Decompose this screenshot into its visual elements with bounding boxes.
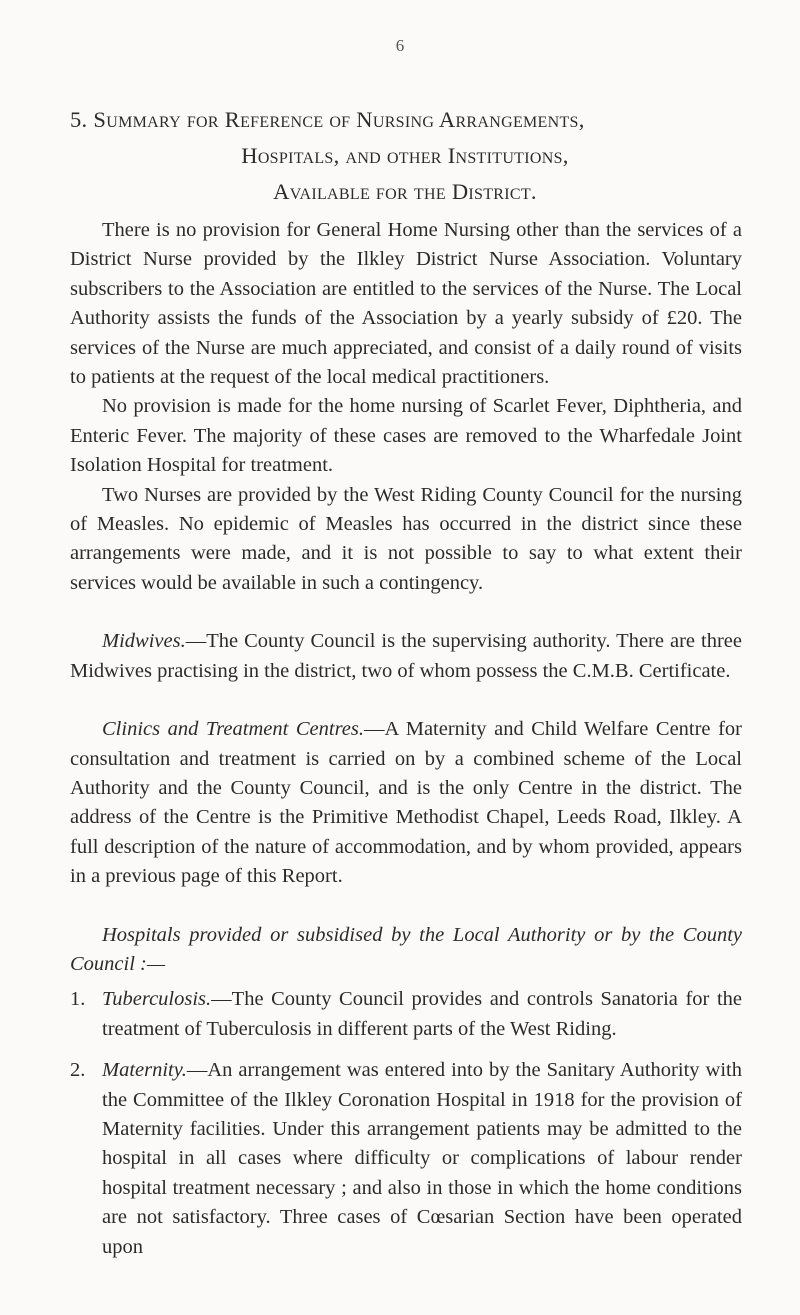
heading-line-1: 5. Summary for Reference of Nursing Arrangements, [70,107,585,132]
hospitals-heading [70,921,742,980]
section-heading [70,102,740,210]
clinics-text: —A Maternity and Child Welfare Centre for consultation and treatment is carried on by a combined scheme of the Local Authority and the County Council, and is the only Centre in the district. The address of the Centre is the Primitive Methodist Chapel, Leeds Road, Ilkley. A full description of the nature of accommodation, and by whom provided, appears in a previous page of this Report. [70,718,742,888]
paragraph-midwives [70,627,742,686]
paragraph-infectious-diseases: No provision is made for the home nursing of Scarlet Fever, Diphtheria, and Enteric Fever. The majority of these cases are removed to the Wharfedale Joint Isolation Hospital for treatment. [70,395,742,477]
heading-line-3: Available for the District. [273,179,537,204]
page-number: 6 [395,36,405,55]
midwives-text: —The County Council is the supervising authority. There are three Midwives practising in the district, two of whom possess the C.M.B. Certificate. [70,630,742,682]
list-item-number: 1. [70,988,86,1011]
list-item-number: 2. [70,1059,86,1082]
body-text [70,216,742,1274]
hospitals-list [70,985,742,1262]
paragraph-district-nurse: There is no provision for General Home Nursing other than the services of a District Nurse provided by the Ilkley District Nurse Association. Voluntary subscribers to the Association are entitled to the services of the Nurse. The Local Authority assists the funds of the Association by a yearly subsidy of £20. The services of the Nurse are much appreciated, and consist of a daily round of visits to patients at the request of the local medical practitioners. [70,219,742,389]
clinics-title: Clinics and Treatment Centres. [102,718,364,741]
list-item-title: Maternity. [102,1059,187,1082]
hospitals-heading-text: Hospitals provided or subsidised by the Local Authority or by the County Council :— [70,923,742,975]
list-item-text: —The County Council provides and controls Sanatoria for the treatment of Tuberculosis in different parts of the West Riding. [102,988,742,1040]
heading-line-2: Hospitals, and other Institutions, [241,143,569,168]
paragraph-clinics [70,715,742,891]
list-item-maternity [70,1056,742,1262]
list-item-tuberculosis [70,985,742,1044]
list-item-title: Tuberculosis. [102,988,212,1011]
paragraph-measles-nurses: Two Nurses are provided by the West Riding County Council for the nursing of Measles. No epidemic of Measles has occurred in the district since these arrangements were made, and it is not possible to say to what extent their services would be available in such a contingency. [70,483,742,594]
midwives-title: Midwives. [102,630,186,653]
list-item-text: —An arrangement was entered into by the Sanitary Authority with the Committee of the Ilkley Coronation Hospital in 1918 for the provision of Maternity facilities. Under this arrangement patients may be admitted to the hospital in all cases where difficulty or complications of labour render hospital treatment necessary ; and also in those in which the home conditions are not satisfactory. Three cases of Cœsarian Section have been operated upon [102,1059,742,1258]
